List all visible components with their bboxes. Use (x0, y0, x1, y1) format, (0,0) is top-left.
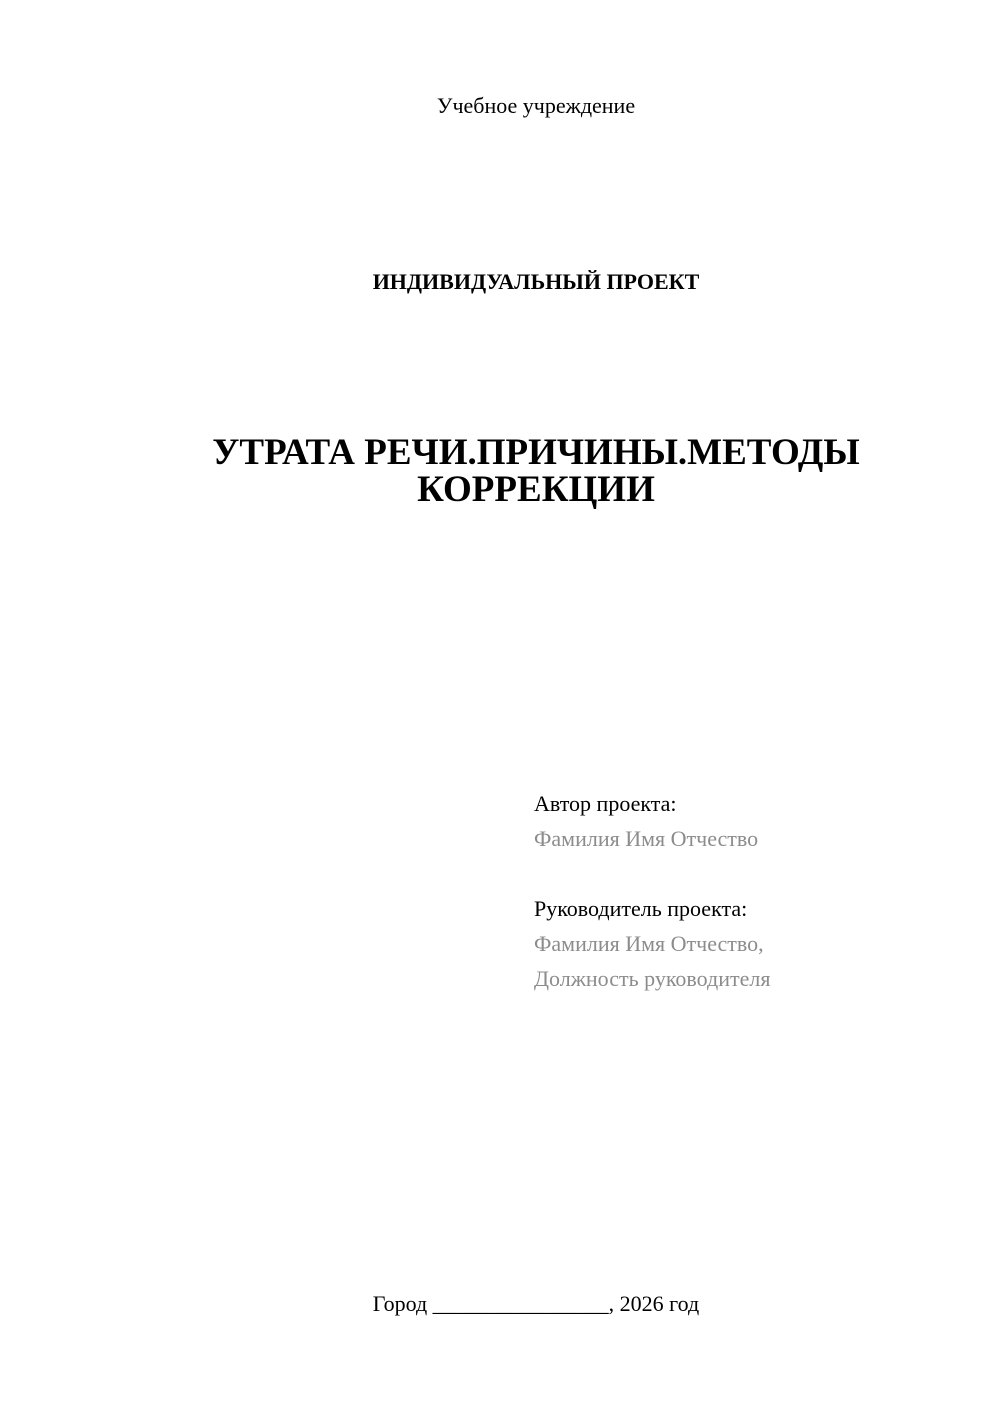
author-block (534, 786, 974, 856)
project-title (0, 434, 1000, 508)
project-title-line-1: УТРАТА РЕЧИ.ПРИЧИНЫ.МЕТОДЫ (212, 432, 860, 473)
supervisor-name: Фамилия Имя Отчество, (534, 931, 764, 956)
city-year-line: Город ________________, 2026 год (372, 1291, 700, 1316)
supervisor-label: Руководитель проекта: (534, 896, 748, 921)
author-label: Автор проекта: (534, 791, 677, 816)
institution-name: Учебное учреждение (436, 93, 636, 118)
project-type-heading: ИНДИВИДУАЛЬНЫЙ ПРОЕКТ (372, 269, 700, 294)
author-name: Фамилия Имя Отчество (534, 826, 759, 851)
supervisor-block (534, 891, 974, 996)
supervisor-position: Должность руководителя (534, 966, 771, 991)
project-title-line-2: КОРРЕКЦИИ (417, 469, 655, 510)
